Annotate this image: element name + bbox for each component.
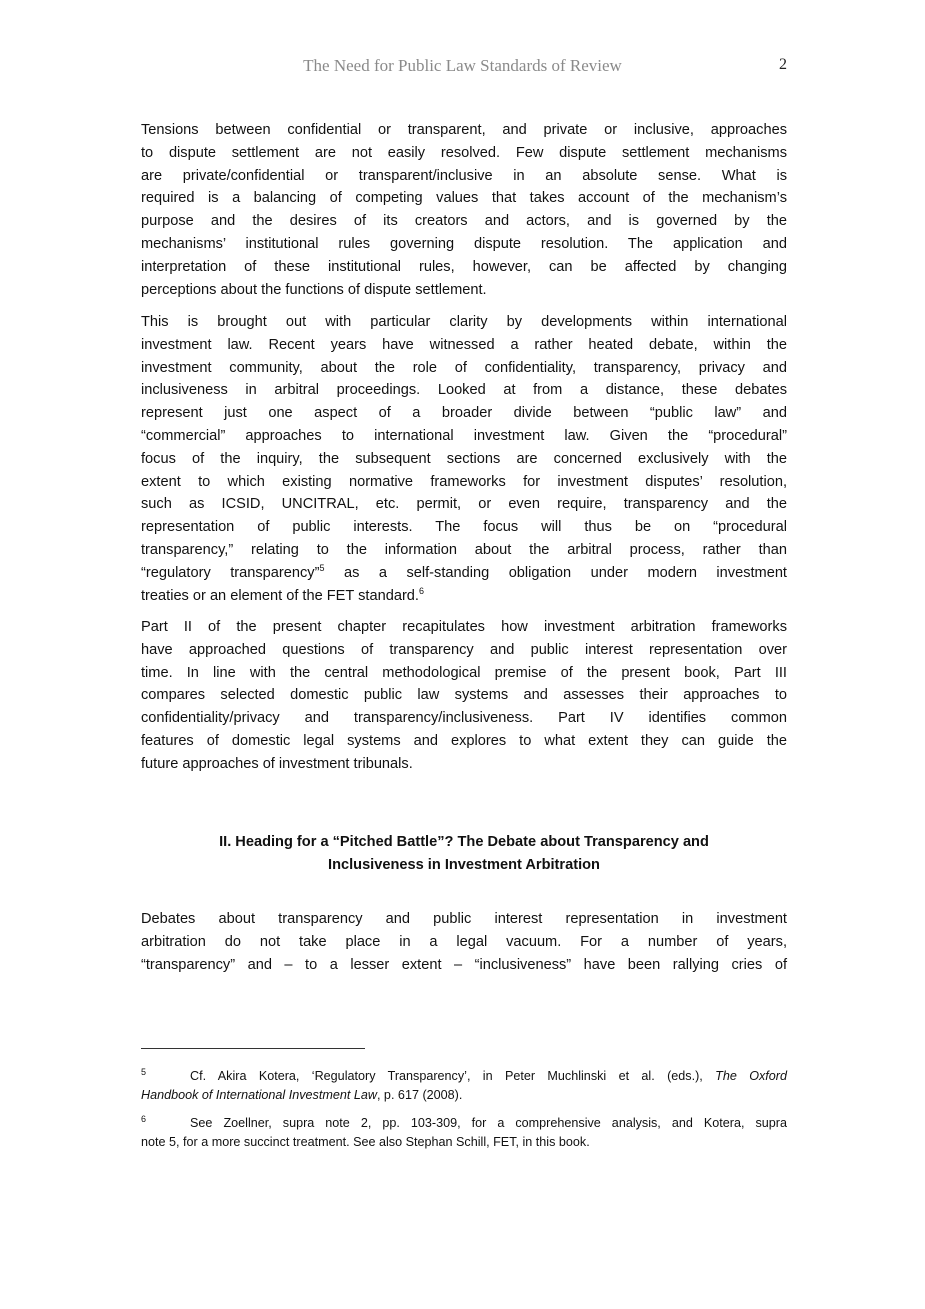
text-line — [141, 357, 787, 380]
text-segment: The Oxford — [715, 1069, 787, 1083]
text-line — [141, 931, 787, 954]
text-segment: Debates about transparency and public interest representation in investment — [141, 911, 787, 927]
paragraph — [141, 616, 787, 776]
text-segment: Handbook of International Investment Law — [141, 1088, 377, 1102]
text-line — [141, 256, 787, 279]
paragraph — [141, 119, 787, 301]
text-line — [141, 684, 787, 707]
text-line — [141, 854, 787, 877]
text-segment: features of domestic legal systems and explores to what extent they can guide the — [141, 732, 787, 749]
text-segment: compares selected domestic public law systems and assesses their approaches to — [141, 687, 787, 704]
text-line — [141, 448, 787, 471]
text-line — [141, 831, 787, 854]
text-segment: time. In line with the central methodological premise of the present book, Part III — [141, 664, 787, 681]
text-line — [141, 493, 787, 516]
text-segment: as a self-standing obligation under modern investment — [324, 564, 787, 581]
text-line — [141, 730, 787, 753]
text-line — [141, 1086, 787, 1105]
paragraph — [141, 311, 787, 607]
section-heading — [141, 831, 787, 877]
text-line — [141, 954, 787, 977]
text-line — [141, 471, 787, 494]
text-segment: interpretation of these institutional rules, however, can be affected by changing — [141, 258, 787, 275]
text-line — [141, 753, 787, 776]
text-line — [141, 585, 787, 608]
text-segment: required is a balancing of competing values that takes account of the mechanism’s — [141, 190, 787, 207]
footnote-separator — [141, 1048, 365, 1049]
text-segment: to dispute settlement are not easily resolved. Few dispute settlement mechanisms — [141, 144, 787, 161]
text-segment: purpose and the desires of its creators and actors, and is governed by the — [141, 213, 787, 230]
text-segment: “commercial” approaches to international investment law. Given the “procedural” — [141, 427, 787, 444]
text-line — [141, 142, 787, 165]
text-line — [141, 662, 787, 685]
text-segment: “transparency” and – to a lesser extent – “inclusiveness” have been rallying cries of — [141, 956, 787, 973]
text-segment: , p. 617 (2008). — [376, 1088, 463, 1102]
footnote — [141, 1067, 787, 1105]
text-segment: See Zoellner, supra note 2, pp. 103-309, for a comprehensive analysis, and Kotera, supra — [190, 1116, 787, 1130]
text-segment: future approaches of investment tribunals. — [141, 755, 413, 772]
text-segment: investment law. Recent years have witnessed a rather heated debate, within the — [141, 336, 787, 353]
text-segment: confidentiality/privacy and transparency/inclusiveness. Part IV identifies common — [141, 710, 787, 727]
paragraph — [141, 908, 787, 976]
page-number: 2 — [779, 56, 787, 73]
text-line — [141, 279, 787, 302]
text-segment: inclusiveness in arbitral proceedings. Looked at from a distance, these debates — [141, 382, 787, 399]
text-line — [141, 1067, 787, 1086]
text-line — [141, 402, 787, 425]
text-segment: treaties or an element of the FET standard. — [141, 587, 419, 604]
text-segment: Part II of the present chapter recapitulates how investment arbitration frameworks — [141, 619, 787, 635]
text-segment: represent just one aspect of a broader divide between “public law” and — [141, 405, 787, 422]
footnote-number: 6 — [141, 1114, 147, 1124]
text-segment: Inclusiveness in Investment Arbitration — [328, 856, 600, 873]
text-line — [141, 210, 787, 233]
text-segment: Tensions between confidential or transparent, and private or inclusive, approaches — [141, 122, 787, 138]
text-line — [141, 639, 787, 662]
text-segment: such as ICSID, UNCITRAL, etc. permit, or even require, transparency and the — [141, 496, 787, 513]
text-line — [141, 539, 787, 562]
text-segment: extent to which existing normative frameworks for investment disputes’ resolution, — [141, 473, 787, 490]
footnote-number: 5 — [141, 1067, 147, 1077]
text-segment: focus of the inquiry, the subsequent sections are concerned exclusively with the — [141, 450, 787, 467]
text-segment: II. Heading for a “Pitched Battle”? The Debate about Transparency and — [219, 834, 709, 850]
running-header: The Need for Public Law Standards of Review — [303, 56, 622, 75]
footnote-reference: 6 — [418, 585, 424, 596]
text-segment: representation of public interests. The focus will thus be on “procedural — [141, 519, 787, 536]
text-line — [141, 562, 787, 585]
text-segment: arbitration do not take place in a legal vacuum. For a number of years, — [141, 933, 787, 950]
text-segment: “regulatory transparency” — [141, 564, 320, 581]
text-line — [141, 616, 787, 639]
footnote — [141, 1114, 787, 1152]
text-segment: Cf. Akira Kotera, ‘Regulatory Transparency’, in Peter Muchlinski et al. (eds.), — [190, 1069, 716, 1083]
text-line — [141, 1114, 787, 1133]
text-line — [141, 379, 787, 402]
text-line — [141, 165, 787, 188]
text-line — [141, 334, 787, 357]
text-segment: perceptions about the functions of dispute settlement. — [141, 281, 487, 298]
text-line — [141, 516, 787, 539]
text-segment: note 5, for a more succinct treatment. See also Stephan Schill, FET, in this book. — [141, 1135, 590, 1149]
text-segment: This is brought out with particular clarity by developments within international — [141, 314, 787, 330]
text-line — [141, 233, 787, 256]
text-line — [141, 707, 787, 730]
text-line — [141, 119, 787, 142]
text-segment: mechanisms’ institutional rules governing dispute resolution. The application and — [141, 235, 787, 252]
text-segment: are private/confidential or transparent/inclusive in an absolute sense. What is — [141, 167, 787, 184]
text-line — [141, 1133, 787, 1152]
text-line — [141, 187, 787, 210]
footnote-reference: 5 — [319, 562, 325, 573]
text-line — [141, 425, 787, 448]
text-segment: have approached questions of transparency and public interest representation over — [141, 641, 787, 658]
text-segment: transparency,” relating to the information about the arbitral process, rather than — [141, 541, 787, 558]
text-segment: investment community, about the role of confidentiality, transparency, privacy and — [141, 359, 787, 376]
text-line — [141, 908, 787, 931]
text-line — [141, 311, 787, 334]
